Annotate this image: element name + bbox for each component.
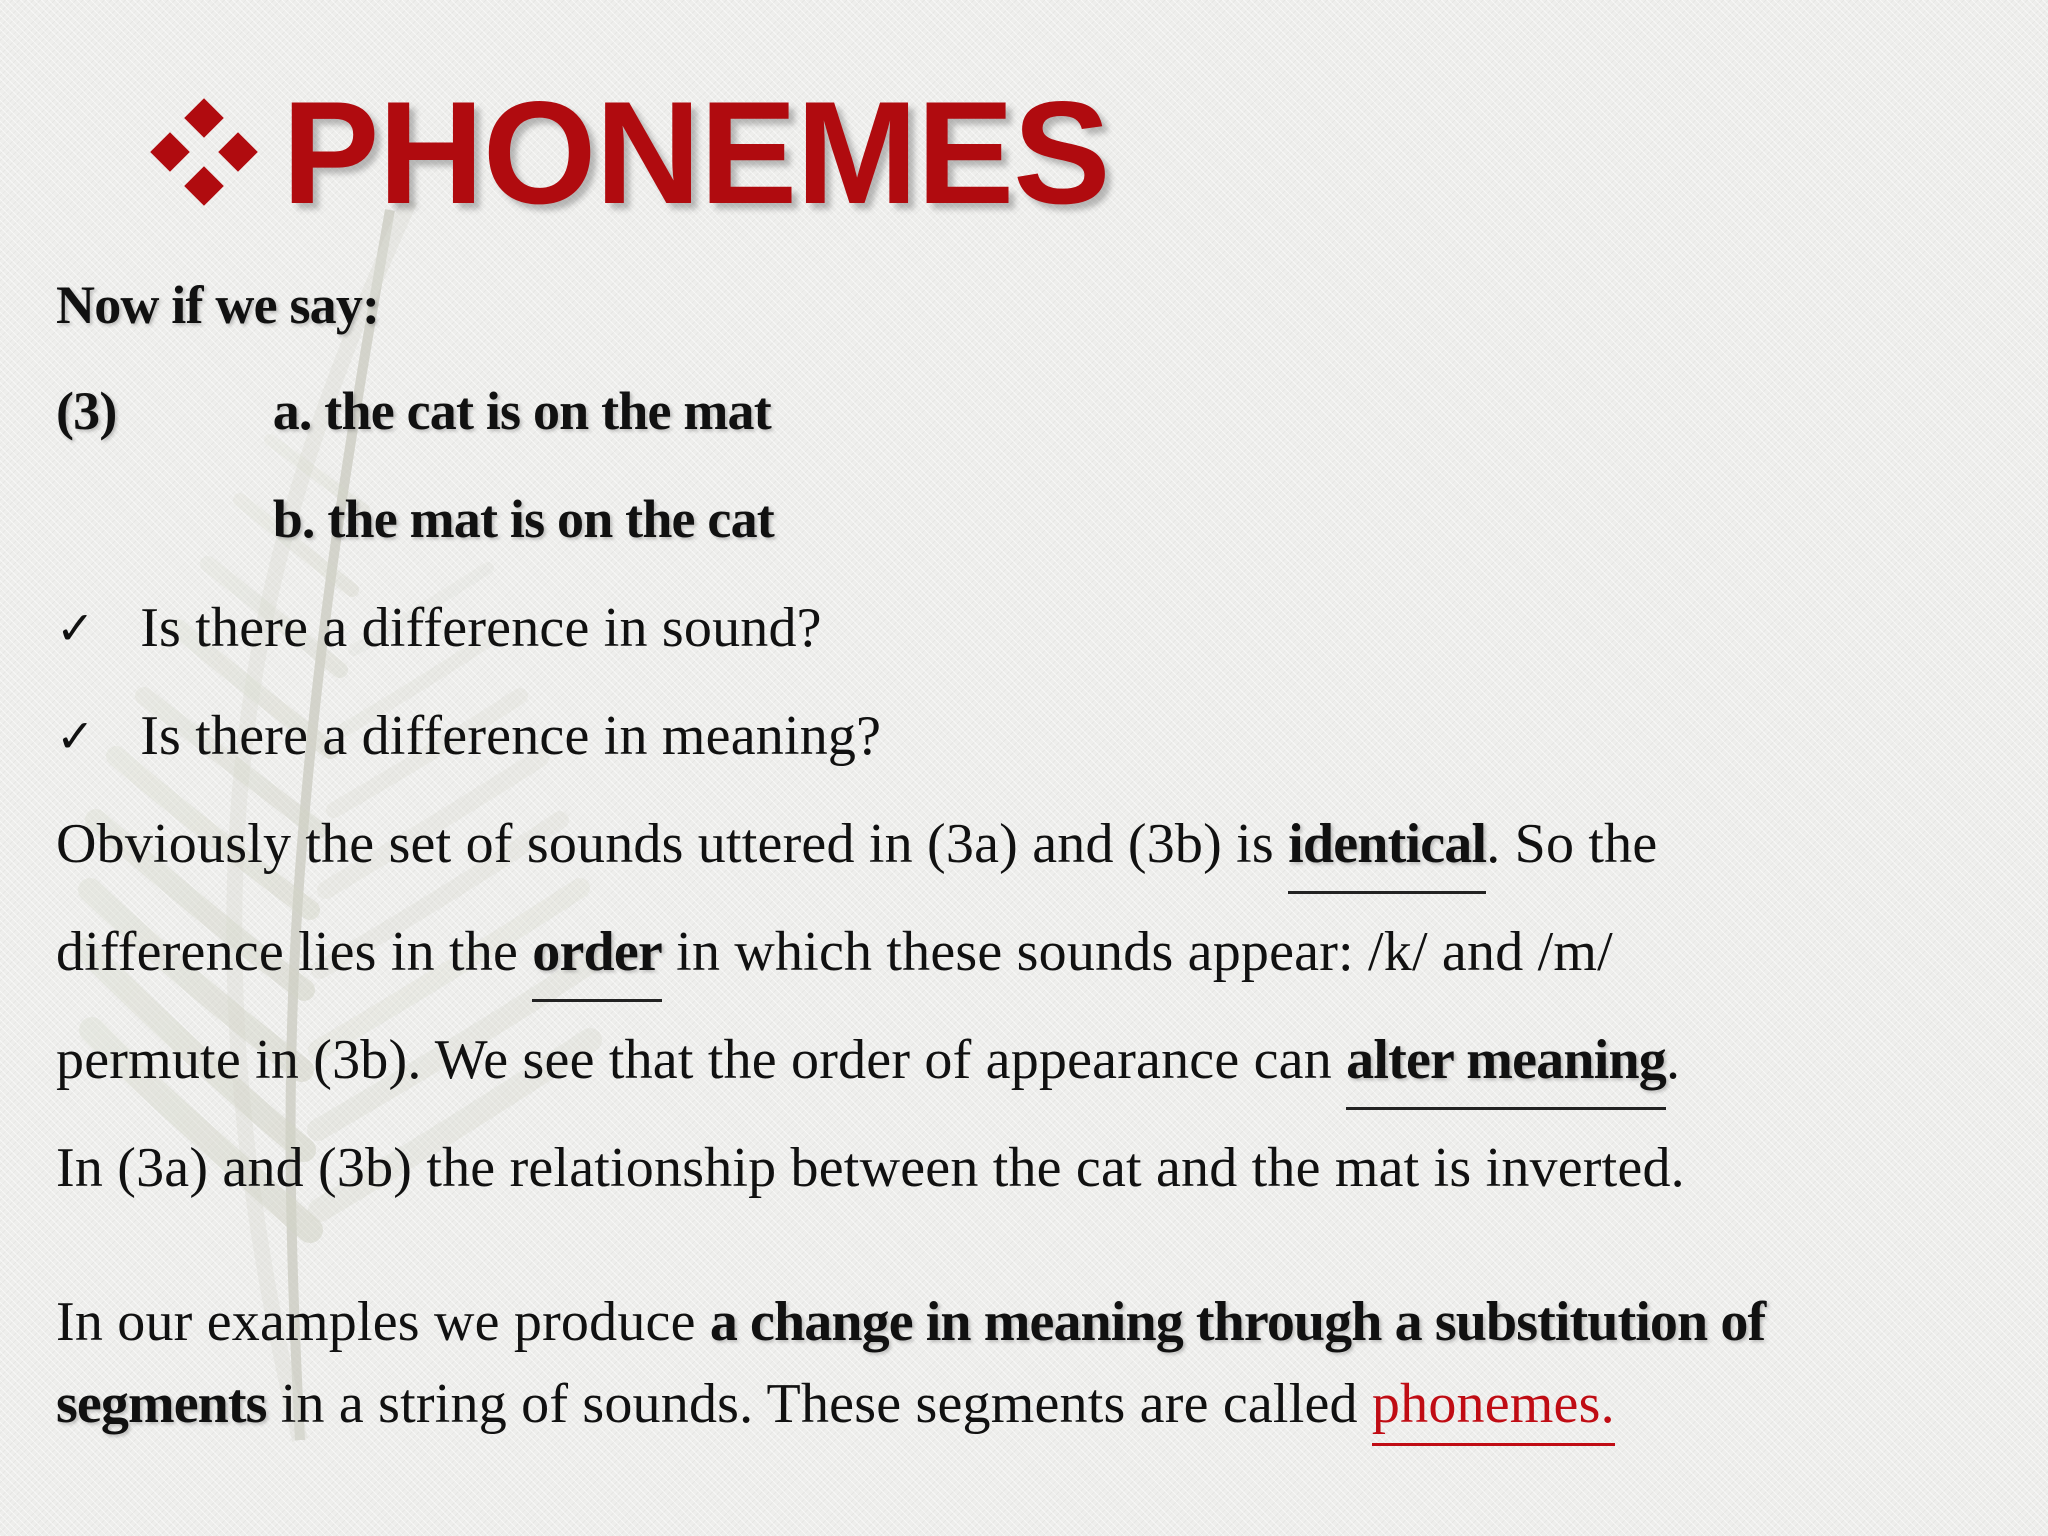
paragraph-line-3 bbox=[56, 1028, 1680, 1092]
slide-title-row bbox=[150, 71, 1110, 234]
example-number: (3) bbox=[56, 381, 117, 441]
paragraph-two-line-2 bbox=[56, 1372, 1615, 1436]
check-item-meaning bbox=[56, 704, 881, 768]
paragraph-line-2-before: difference lies in the bbox=[56, 921, 533, 983]
order-emphasis: order bbox=[532, 921, 662, 1002]
paragraph-two-line-2-middle: in a string of sounds. These segments are called bbox=[266, 1373, 1372, 1435]
paragraph-two-line-1 bbox=[56, 1290, 1765, 1354]
intro-line bbox=[56, 274, 379, 336]
alter-meaning-emphasis: alter meaning bbox=[1346, 1029, 1666, 1110]
paragraph-line-2 bbox=[56, 920, 1613, 984]
example-b-text: b. the mat is on the cat bbox=[272, 489, 774, 549]
paragraph-line-3-before: permute in (3b). We see that the order of appearance can bbox=[56, 1029, 1347, 1091]
paragraph-two-line-1-before: In our examples we produce bbox=[56, 1291, 710, 1353]
paragraph-line-4 bbox=[56, 1136, 1685, 1200]
paragraph-line-1-before: Obviously the set of sounds uttered in (3a) and (3b) is bbox=[56, 813, 1289, 875]
intro-text: Now if we say: bbox=[56, 275, 380, 335]
checkmark-icon: ✓ bbox=[56, 709, 95, 763]
example-a-text: a. the cat is on the mat bbox=[272, 381, 771, 441]
segments-emphasis: segments bbox=[56, 1373, 267, 1435]
phonemes-link[interactable]: phonemes. bbox=[1372, 1373, 1615, 1446]
change-in-meaning-emphasis: a change in meaning through a substitution of bbox=[709, 1291, 1766, 1353]
checkmark-icon: ✓ bbox=[56, 601, 95, 655]
slide-title: PHONEMES bbox=[282, 71, 1110, 234]
diamond-four-bullet-icon bbox=[150, 98, 260, 208]
paragraph-line-1-after: . So the bbox=[1486, 813, 1658, 875]
check-text-sound: Is there a difference in sound? bbox=[140, 597, 822, 659]
paragraph-line-1 bbox=[56, 812, 1657, 876]
example-a-line bbox=[56, 380, 771, 442]
check-text-meaning: Is there a difference in meaning? bbox=[140, 705, 882, 767]
identical-emphasis: identical bbox=[1288, 813, 1486, 894]
paragraph-line-2-after: in which these sounds appear: /k/ and /m/ bbox=[661, 921, 1613, 983]
paragraph-line-4-text: In (3a) and (3b) the relationship between the cat and the mat is inverted. bbox=[56, 1137, 1685, 1199]
check-item-sound bbox=[56, 596, 822, 660]
paragraph-line-3-after: . bbox=[1666, 1029, 1681, 1091]
example-b-line bbox=[56, 488, 774, 550]
